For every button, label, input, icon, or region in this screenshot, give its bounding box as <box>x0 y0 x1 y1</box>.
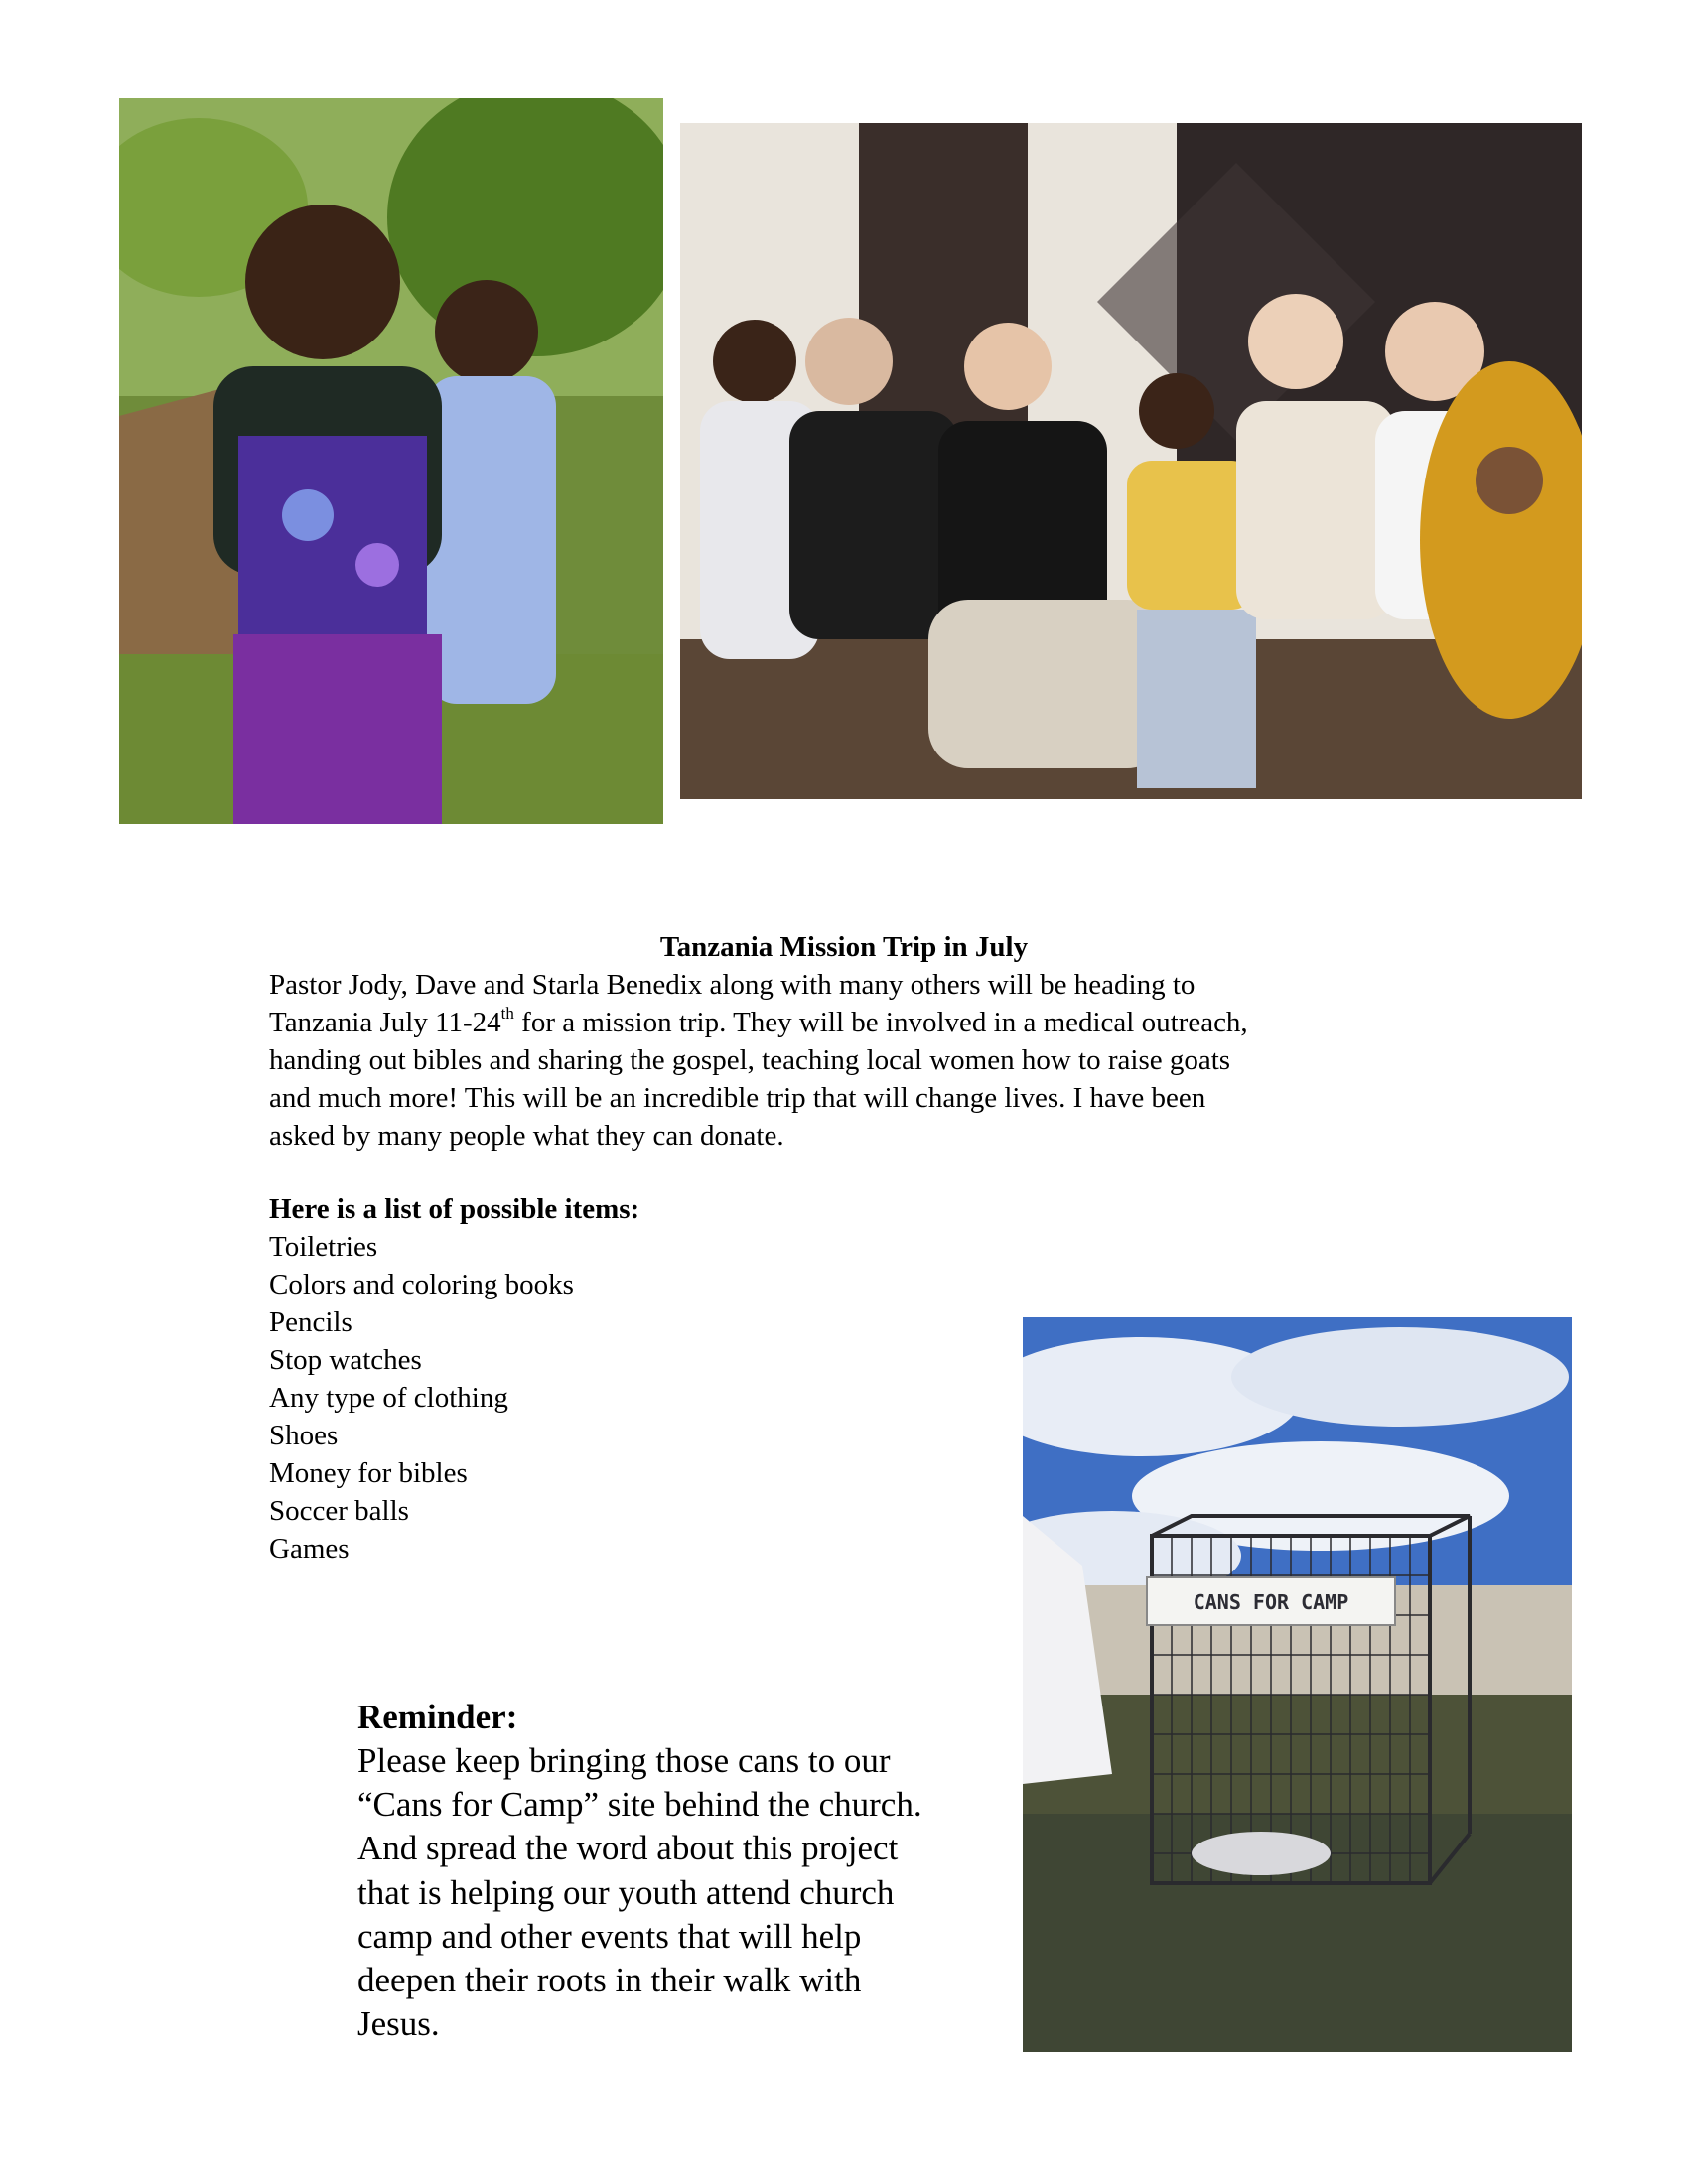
reminder-line: that is helping our youth attend church <box>357 1872 895 1912</box>
article-body-line: Pastor Jody, Dave and Starla Benedix along with many others will be heading to <box>269 969 1196 1001</box>
reminder-line: “Cans for Camp” site behind the church. <box>357 1785 922 1825</box>
article-title: Tanzania Mission Trip in July <box>659 931 1029 963</box>
photo-volunteers-with-children <box>680 123 1582 799</box>
reminder-text <box>357 1739 1003 2046</box>
reminder-line: And spread the word about this project <box>357 1829 899 1868</box>
reminder-line: Jesus. <box>357 2004 440 2044</box>
reminder-line: Please keep bringing those cans to our <box>357 1741 891 1780</box>
list-item: Money for bibles <box>269 1457 468 1489</box>
list-item: Any type of clothing <box>269 1382 508 1414</box>
reminder-heading: Reminder: <box>357 1698 518 1736</box>
article-body-line: asked by many people what they can donate. <box>269 1120 784 1152</box>
photo-cage-illustration <box>1023 1317 1572 2052</box>
article-body-line: and much more! This will be an incredible trip that will change lives. I have been <box>269 1082 1206 1114</box>
list-item: Stop watches <box>269 1344 422 1376</box>
reminder-line: camp and other events that will help <box>357 1916 862 1956</box>
list-item: Colors and coloring books <box>269 1269 574 1300</box>
cans-for-camp-sign: CANS FOR CAMP <box>1193 1590 1349 1614</box>
list-item: Shoes <box>269 1420 339 1451</box>
article-body-line: Tanzania July 11-24th for a mission trip. They will be involved in a medical outreach, <box>269 1004 1248 1038</box>
photo-children-illustration <box>119 98 663 824</box>
photo-children-on-path <box>119 98 663 824</box>
list-item: Games <box>269 1533 350 1565</box>
donation-items-list <box>269 1228 574 1568</box>
article-body <box>269 966 1391 1155</box>
photo-group-illustration <box>680 123 1582 799</box>
photo-cans-for-camp-cage <box>1023 1317 1572 2052</box>
article-body-line: handing out bibles and sharing the gospel, teaching local women how to raise goats <box>269 1044 1231 1076</box>
reminder-line: deepen their roots in their walk with <box>357 1961 862 2000</box>
list-item: Toiletries <box>269 1231 378 1263</box>
list-item: Pencils <box>269 1306 352 1338</box>
list-item: Soccer balls <box>269 1495 409 1527</box>
donation-list-heading: Here is a list of possible items: <box>269 1193 640 1225</box>
